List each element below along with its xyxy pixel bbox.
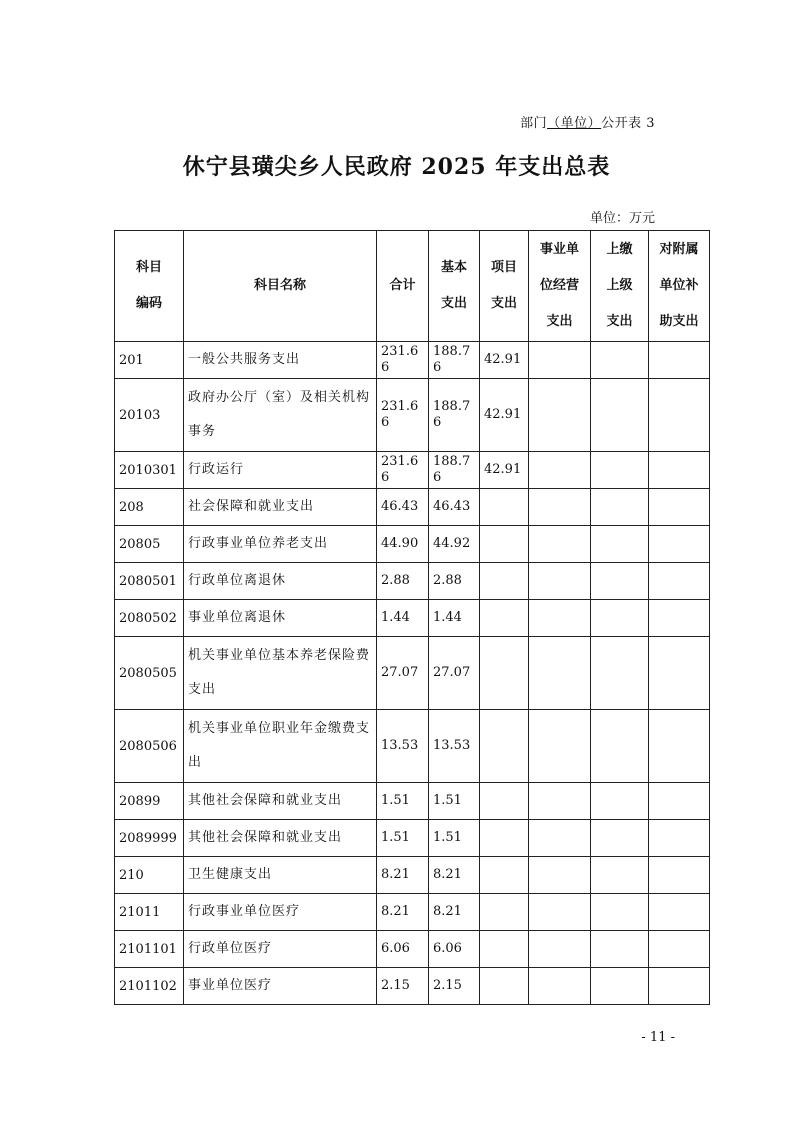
cell-total: 46.43 — [377, 489, 429, 526]
unit-label: 单位：万元 — [589, 211, 655, 226]
cell-upper — [591, 452, 649, 489]
cell-code: 2010301 — [115, 452, 184, 489]
table-row — [115, 894, 710, 931]
table-header-row — [115, 231, 710, 342]
page-number: - 11 - — [641, 1030, 675, 1045]
table-row — [115, 857, 710, 894]
cell-project — [480, 783, 529, 820]
cell-name: 行政事业单位养老支出 — [184, 526, 377, 563]
cell-basic: 188.76 — [429, 342, 480, 379]
cell-subsidy — [649, 452, 710, 489]
cell-name: 事业单位离退休 — [184, 600, 377, 637]
table-row — [115, 489, 710, 526]
cell-name: 行政单位医疗 — [184, 931, 377, 968]
cell-subsidy — [649, 894, 710, 931]
table-row — [115, 563, 710, 600]
cell-name: 行政事业单位医疗 — [184, 894, 377, 931]
cell-total: 27.07 — [377, 637, 429, 710]
table-body — [115, 342, 710, 1005]
cell-subsidy — [649, 857, 710, 894]
cell-project — [480, 931, 529, 968]
cell-total: 231.66 — [377, 342, 429, 379]
cell-code: 21011 — [115, 894, 184, 931]
column-header-business: 事业单 位经营 支出 — [529, 231, 591, 342]
cell-business — [529, 379, 591, 452]
cell-code: 2080506 — [115, 710, 184, 783]
cell-total: 8.21 — [377, 894, 429, 931]
cell-project — [480, 489, 529, 526]
cell-total: 44.90 — [377, 526, 429, 563]
cell-name: 机关事业单位基本养老保险费支出 — [184, 637, 377, 710]
table-row — [115, 637, 710, 710]
cell-name: 卫生健康支出 — [184, 857, 377, 894]
cell-business — [529, 968, 591, 1005]
cell-code: 20899 — [115, 783, 184, 820]
cell-total: 13.53 — [377, 710, 429, 783]
cell-code: 201 — [115, 342, 184, 379]
cell-code: 2101102 — [115, 968, 184, 1005]
cell-subsidy — [649, 489, 710, 526]
cell-project — [480, 968, 529, 1005]
cell-basic: 1.44 — [429, 600, 480, 637]
cell-basic: 44.92 — [429, 526, 480, 563]
cell-upper — [591, 857, 649, 894]
cell-upper — [591, 783, 649, 820]
cell-upper — [591, 968, 649, 1005]
table-row — [115, 820, 710, 857]
cell-business — [529, 931, 591, 968]
cell-subsidy — [649, 526, 710, 563]
cell-code: 208 — [115, 489, 184, 526]
column-header-code: 科目 编码 — [115, 231, 184, 342]
cell-business — [529, 342, 591, 379]
cell-name: 行政运行 — [184, 452, 377, 489]
column-header-upper: 上缴 上级 支出 — [591, 231, 649, 342]
cell-code: 2080502 — [115, 600, 184, 637]
cell-business — [529, 563, 591, 600]
cell-code: 20103 — [115, 379, 184, 452]
cell-business — [529, 894, 591, 931]
cell-basic: 2.88 — [429, 563, 480, 600]
cell-name: 行政单位离退休 — [184, 563, 377, 600]
table-row — [115, 600, 710, 637]
cell-total: 1.44 — [377, 600, 429, 637]
table-row — [115, 526, 710, 563]
cell-basic: 27.07 — [429, 637, 480, 710]
table-row — [115, 968, 710, 1005]
column-header-name: 科目名称 — [184, 231, 377, 342]
cell-total: 231.66 — [377, 452, 429, 489]
cell-upper — [591, 526, 649, 563]
cell-name: 事业单位医疗 — [184, 968, 377, 1005]
table-row — [115, 783, 710, 820]
cell-total: 2.15 — [377, 968, 429, 1005]
cell-name: 其他社会保障和就业支出 — [184, 783, 377, 820]
cell-business — [529, 857, 591, 894]
cell-basic: 1.51 — [429, 820, 480, 857]
cell-subsidy — [649, 931, 710, 968]
cell-subsidy — [649, 710, 710, 783]
cell-business — [529, 489, 591, 526]
cell-subsidy — [649, 637, 710, 710]
cell-project: 42.91 — [480, 342, 529, 379]
cell-name: 社会保障和就业支出 — [184, 489, 377, 526]
cell-upper — [591, 637, 649, 710]
cell-project: 42.91 — [480, 379, 529, 452]
cell-total: 2.88 — [377, 563, 429, 600]
cell-business — [529, 820, 591, 857]
cell-basic: 6.06 — [429, 931, 480, 968]
cell-project — [480, 820, 529, 857]
cell-basic: 188.76 — [429, 379, 480, 452]
cell-project — [480, 526, 529, 563]
table-row — [115, 710, 710, 783]
cell-total: 8.21 — [377, 857, 429, 894]
cell-project — [480, 894, 529, 931]
cell-subsidy — [649, 379, 710, 452]
cell-basic: 13.53 — [429, 710, 480, 783]
cell-name: 一般公共服务支出 — [184, 342, 377, 379]
cell-business — [529, 452, 591, 489]
cell-project — [480, 563, 529, 600]
cell-code: 2080505 — [115, 637, 184, 710]
cell-total: 6.06 — [377, 931, 429, 968]
cell-upper — [591, 342, 649, 379]
column-header-basic: 基本 支出 — [429, 231, 480, 342]
cell-subsidy — [649, 783, 710, 820]
cell-upper — [591, 563, 649, 600]
cell-subsidy — [649, 820, 710, 857]
cell-basic: 1.51 — [429, 783, 480, 820]
cell-project: 42.91 — [480, 452, 529, 489]
cell-project — [480, 857, 529, 894]
cell-name: 机关事业单位职业年金缴费支出 — [184, 710, 377, 783]
cell-total: 1.51 — [377, 820, 429, 857]
cell-subsidy — [649, 563, 710, 600]
page-title: 休宁县璜尖乡人民政府 2025 年支出总表 — [182, 154, 611, 180]
cell-business — [529, 637, 591, 710]
cell-business — [529, 783, 591, 820]
cell-upper — [591, 600, 649, 637]
cell-project — [480, 637, 529, 710]
cell-total: 231.66 — [377, 379, 429, 452]
cell-name: 其他社会保障和就业支出 — [184, 820, 377, 857]
cell-code: 2101101 — [115, 931, 184, 968]
cell-business — [529, 600, 591, 637]
cell-name: 政府办公厅（室）及相关机构事务 — [184, 379, 377, 452]
cell-upper — [591, 710, 649, 783]
cell-code: 2080501 — [115, 563, 184, 600]
table-row — [115, 342, 710, 379]
cell-code: 210 — [115, 857, 184, 894]
table-note — [520, 112, 655, 131]
table-row — [115, 931, 710, 968]
cell-basic: 8.21 — [429, 894, 480, 931]
cell-subsidy — [649, 968, 710, 1005]
cell-basic: 188.76 — [429, 452, 480, 489]
cell-business — [529, 526, 591, 563]
cell-upper — [591, 489, 649, 526]
table-row — [115, 379, 710, 452]
table-note-suffix: 公开表 3 — [601, 116, 655, 131]
column-header-subsidy: 对附属 单位补 助支出 — [649, 231, 710, 342]
column-header-project: 项目 支出 — [480, 231, 529, 342]
cell-basic: 46.43 — [429, 489, 480, 526]
cell-business — [529, 710, 591, 783]
column-header-total: 合计 — [377, 231, 429, 342]
table-note-unit: （单位） — [547, 116, 602, 131]
table-row — [115, 452, 710, 489]
cell-subsidy — [649, 600, 710, 637]
cell-basic: 2.15 — [429, 968, 480, 1005]
cell-basic: 8.21 — [429, 857, 480, 894]
cell-upper — [591, 379, 649, 452]
cell-subsidy — [649, 342, 710, 379]
cell-total: 1.51 — [377, 783, 429, 820]
cell-project — [480, 710, 529, 783]
cell-upper — [591, 820, 649, 857]
cell-upper — [591, 894, 649, 931]
cell-upper — [591, 931, 649, 968]
cell-code: 20805 — [115, 526, 184, 563]
cell-project — [480, 600, 529, 637]
cell-code: 2089999 — [115, 820, 184, 857]
expenditure-table — [114, 230, 710, 1005]
table-note-prefix: 部门 — [520, 116, 548, 131]
